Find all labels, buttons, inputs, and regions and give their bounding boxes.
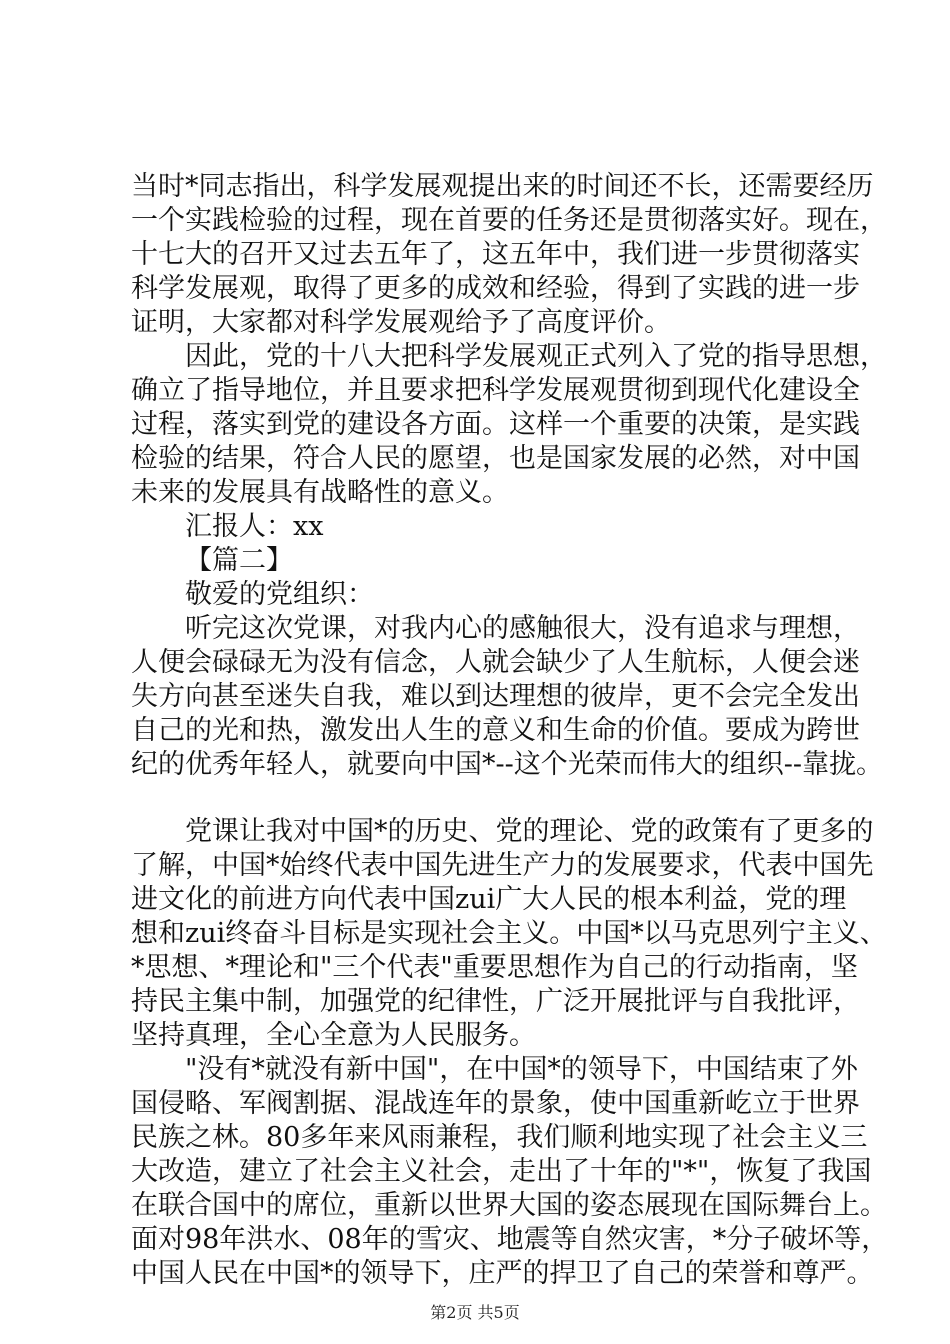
text-line: 【篇二】 [185, 545, 293, 576]
text-line: 因此，党的十八大把科学发展观正式列入了党的指导思想， [185, 341, 887, 372]
paragraph [131, 1053, 889, 1291]
paragraph [131, 340, 887, 510]
text-line: 听完这次党课，对我内心的感触很大，没有追求与理想， [185, 613, 860, 644]
text-line: 人便会碌碌无为没有信念，人就会缺少了人生航标，人便会迷 [131, 647, 860, 678]
paragraph-spacer [131, 782, 831, 815]
paragraph [131, 578, 831, 612]
paragraph [131, 815, 887, 1053]
text-line: 敬爱的党组织： [185, 579, 374, 610]
text-line: 未来的发展具有战略性的意义。 [131, 477, 509, 508]
paragraph [131, 170, 887, 340]
text-line: 想和zui终奋斗目标是实现社会主义。中国*以马克思列宁主义、 [131, 918, 887, 949]
document-body [131, 170, 889, 1291]
text-line: 进文化的前进方向代表中国zui广大人民的根本利益，党的理 [131, 884, 847, 915]
text-line: 过程，落实到党的建设各方面。这样一个重要的决策，是实践 [131, 409, 860, 440]
text-line: 国侵略、军阀割据、混战连年的景象，使中国重新屹立于世界 [131, 1088, 860, 1119]
text-line: 一个实践检验的过程，现在首要的任务还是贯彻落实好。现在， [131, 205, 887, 236]
paragraph [131, 510, 831, 544]
paragraph [131, 544, 831, 578]
text-line: 自己的光和热，激发出人生的意义和生命的价值。要成为跨世 [131, 715, 860, 746]
text-line: 十七大的召开又过去五年了，这五年中，我们进一步贯彻落实 [131, 239, 860, 270]
text-line: 科学发展观，取得了更多的成效和经验，得到了实践的进一步 [131, 273, 860, 304]
text-line: 民族之林。80多年来风雨兼程，我们顺利地实现了社会主义三 [131, 1122, 868, 1153]
page-footer: 第2页 共5页 [430, 1303, 520, 1322]
text-line: 汇报人：xx [185, 511, 324, 542]
text-line: 纪的优秀年轻人，就要向中国*--这个光荣而伟大的组织--靠拢。 [131, 749, 883, 780]
text-line: 坚持真理，全心全意为人民服务。 [131, 1020, 536, 1051]
text-line: 在联合国中的席位，重新以世界大国的姿态展现在国际舞台上。 [131, 1190, 887, 1221]
text-line: 检验的结果，符合人民的愿望，也是国家发展的必然，对中国 [131, 443, 860, 474]
text-line: 了解，中国*始终代表中国先进生产力的发展要求，代表中国先 [131, 850, 874, 881]
text-line: 持民主集中制，加强党的纪律性，广泛开展批评与自我批评， [131, 986, 860, 1017]
text-line: 中国人民在中国*的领导下，庄严的捍卫了自己的荣誉和尊严。 [131, 1258, 874, 1289]
text-line: 证明，大家都对科学发展观给予了高度评价。 [131, 307, 671, 338]
text-line: *思想、*理论和"三个代表"重要思想作为自己的行动指南，坚 [131, 952, 858, 983]
text-line: 党课让我对中国*的历史、党的理论、党的政策有了更多的 [185, 816, 874, 847]
paragraph [131, 612, 883, 782]
text-line: "没有*就没有新中国"，在中国*的领导下，中国结束了外 [185, 1054, 858, 1085]
text-line: 当时*同志指出，科学发展观提出来的时间还不长，还需要经历 [131, 171, 874, 202]
text-line: 大改造，建立了社会主义社会，走出了十年的"*"，恢复了我国 [131, 1156, 872, 1187]
text-line: 面对98年洪水、08年的雪灾、地震等自然灾害，*分子破坏等， [131, 1224, 889, 1255]
text-line: 失方向甚至迷失自我，难以到达理想的彼岸，更不会完全发出 [131, 681, 860, 712]
text-line: 确立了指导地位，并且要求把科学发展观贯彻到现代化建设全 [131, 375, 860, 406]
